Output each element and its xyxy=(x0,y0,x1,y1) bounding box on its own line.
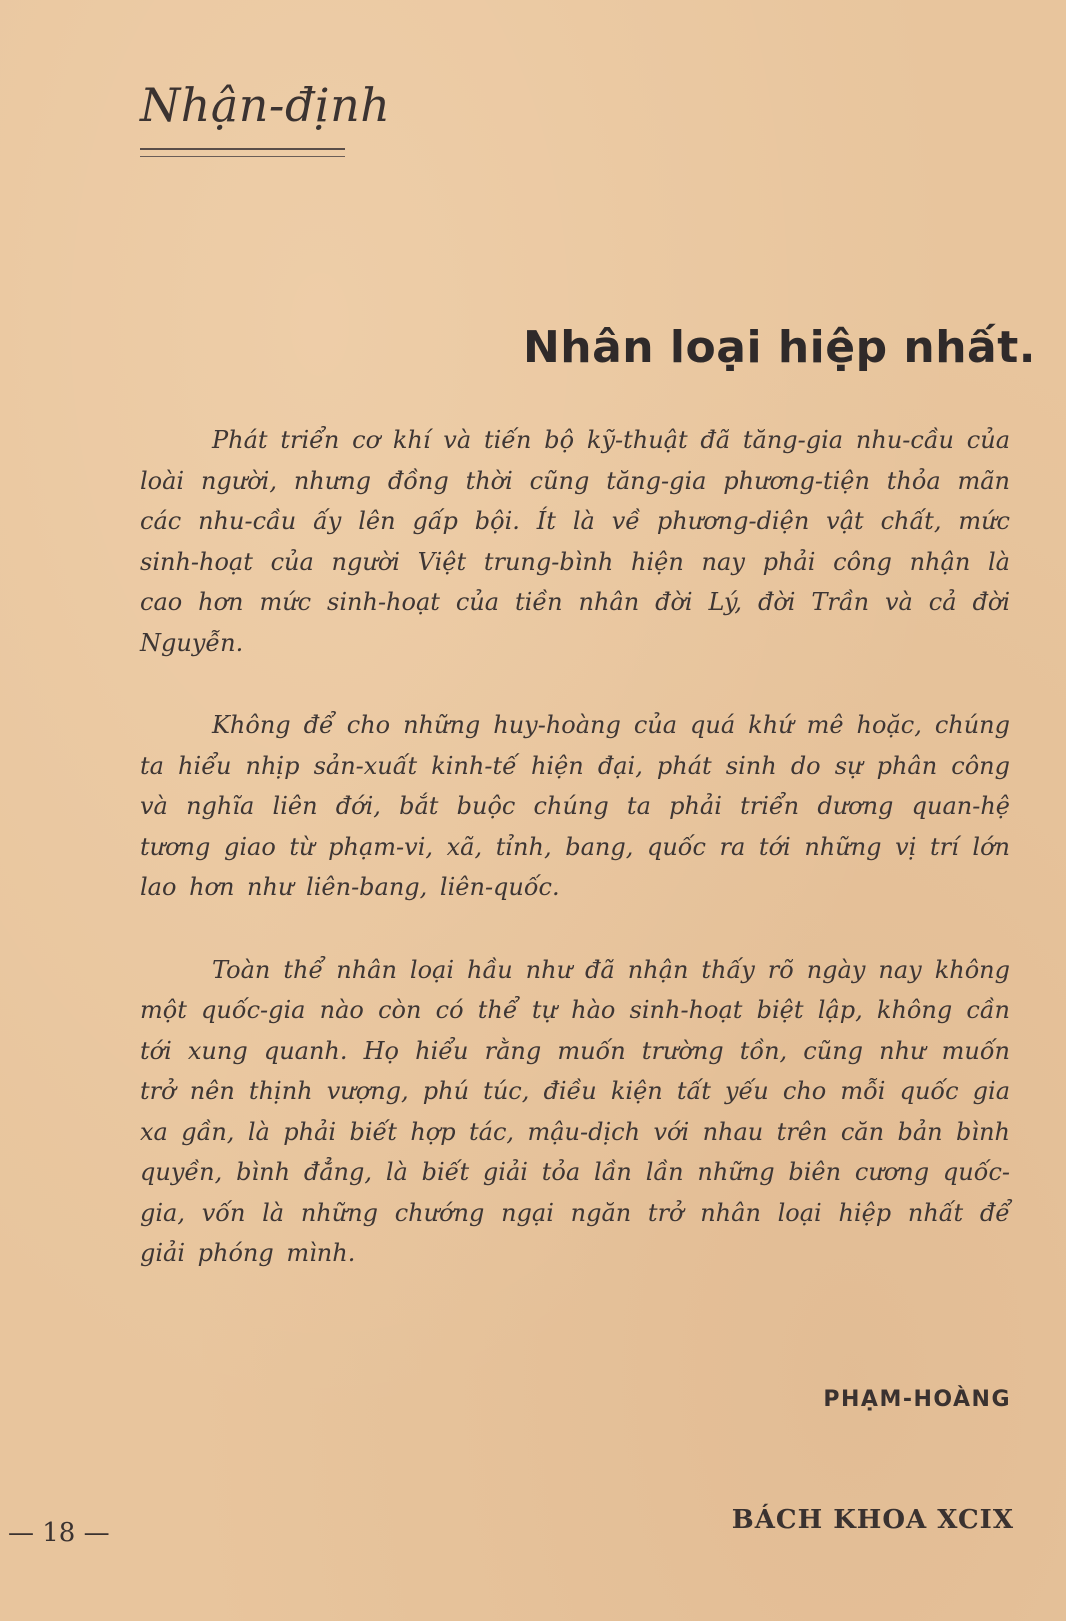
author-signature: PHẠM-HOÀNG xyxy=(823,1387,1011,1412)
section-underline xyxy=(140,148,345,157)
section-label: Nhận-định xyxy=(140,78,391,132)
paragraph-1: Phát triển cơ khí và tiến bộ kỹ-thuật đã tăng-gia nhu-cầu của loài người, nhưng đồng thời cũng tăng-gia phương-tiện thỏa mãn các nhu-cầu ấy lên gấp bội. Ít là về phương-diện vật chất, mức sinh-hoạt của người Việt trung-bình hiện nay phải công nhận là cao hơn mức sinh-hoạt của tiền nhân đời Lý, đời Trần và cả đời Nguyễn. xyxy=(140,426,1010,657)
paragraph-3: Toàn thể nhân loại hầu như đã nhận thấy rõ ngày nay không một quốc-gia nào còn có thể tự hào sinh-hoạt biệt lập, không cần tới xung quanh. Họ hiểu rằng muốn trường tồn, cũng như muốn trở nên thịnh vượng, phú túc, điều kiện tất yếu cho mỗi quốc gia xa gần, là phải biết hợp tác, mậu-dịch với nhau trên căn bản bình quyền, bình đẳng, là biết giải tỏa lần lần những biên cương quốc-gia, vốn là những chướng ngại ngăn trở nhân loại hiệp nhất để giải phóng mình. xyxy=(140,955,1010,1267)
paragraph-2: Không để cho những huy-hoàng của quá khứ mê hoặc, chúng ta hiểu nhịp sản-xuất kinh-tế hiện đại, phát sinh do sự phân công và nghĩa liên đới, bắt buộc chúng ta phải triển dương quan-hệ tương giao từ phạm-vi, xã, tỉnh, bang, quốc ra tới những vị trí lớn lao hơn như liên-bang, liên-quốc. xyxy=(140,711,1010,901)
publication-name: BÁCH KHOA XCIX xyxy=(731,1505,1014,1535)
article-title: Nhân loại hiệp nhất. xyxy=(522,322,1036,373)
page-number: — 18 — xyxy=(8,1518,110,1548)
article-body xyxy=(140,420,1010,1316)
